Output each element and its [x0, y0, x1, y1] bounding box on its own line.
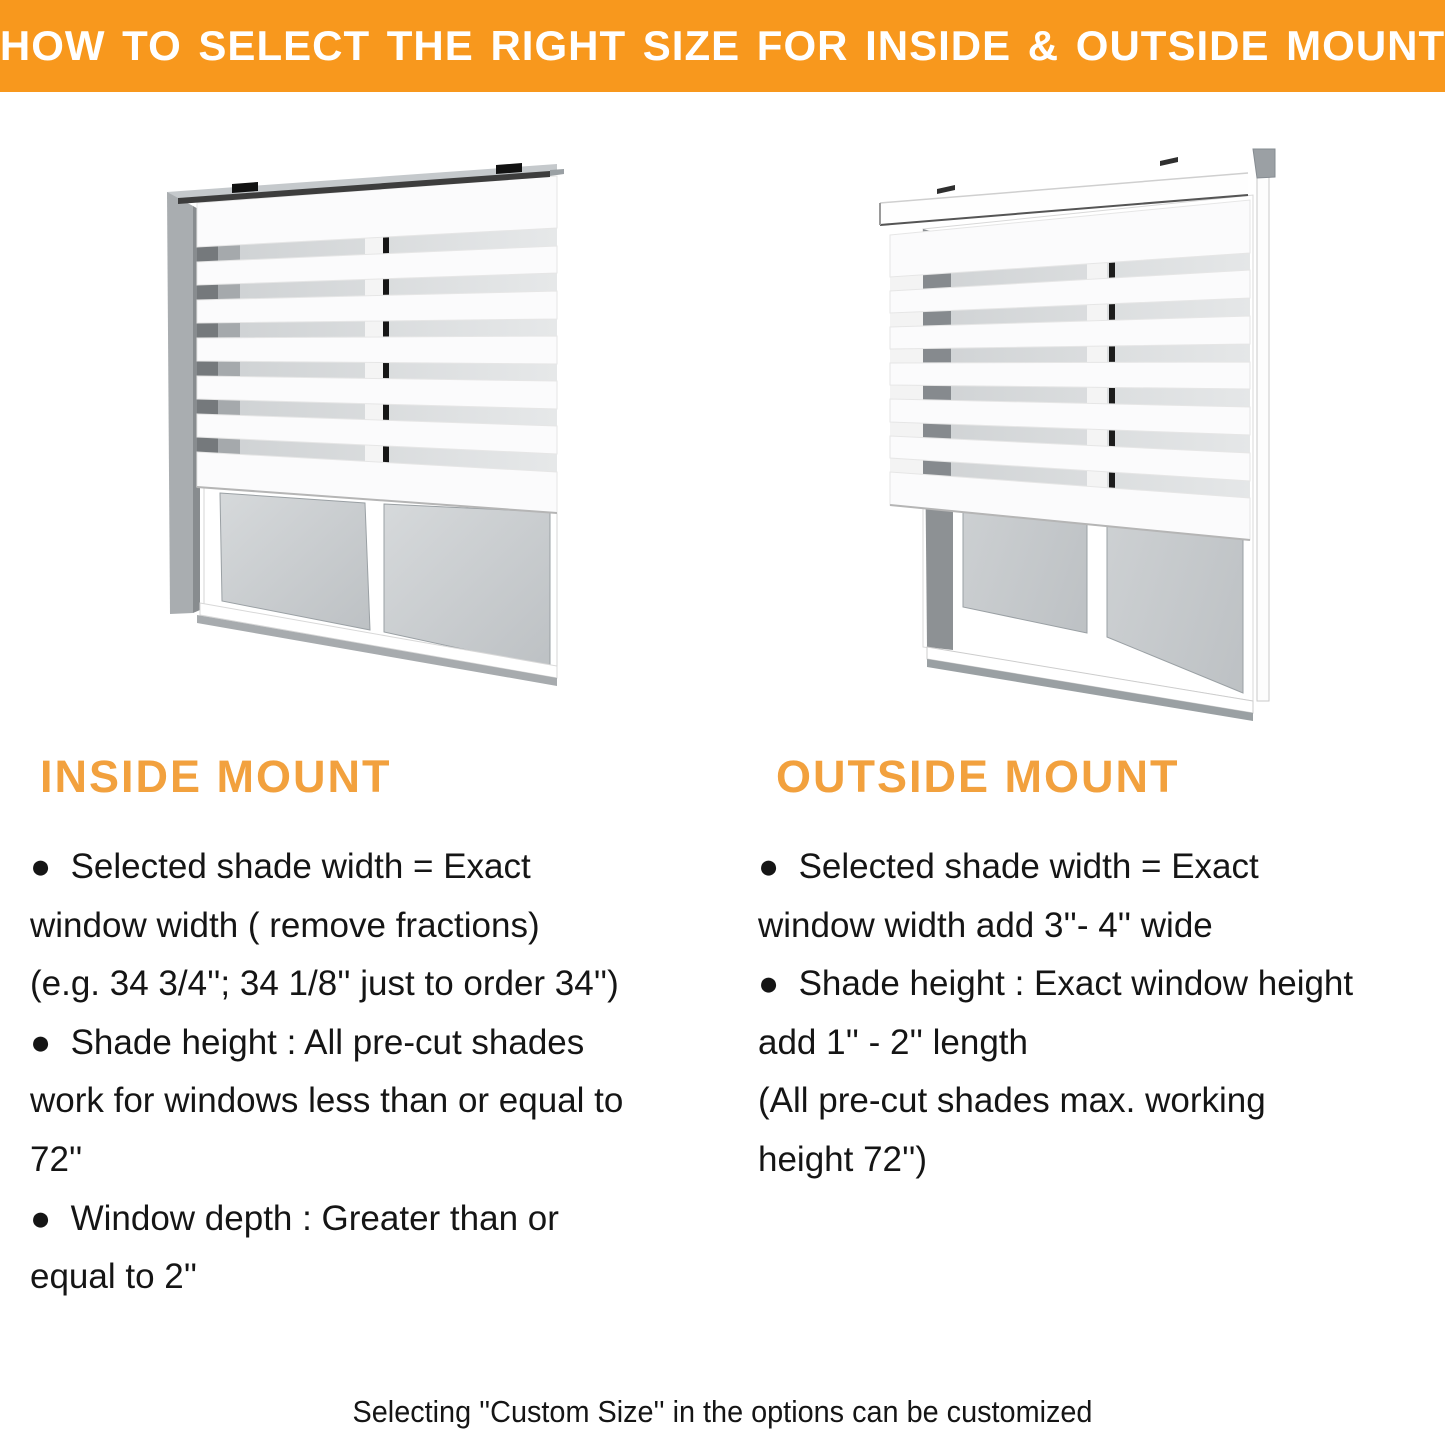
outside-zebra-shade: [890, 200, 1250, 540]
spec-line: work for windows less than or equal to: [30, 1081, 624, 1121]
spec-line: (e.g. 34 3/4''; 34 1/8'' just to order 34''): [30, 964, 619, 1004]
spec-line: 72'': [30, 1139, 83, 1179]
spec-line: window width ( remove fractions): [30, 905, 540, 945]
outside-mount-heading: OUTSIDE MOUNT: [776, 751, 1180, 802]
spec-line: ● Selected shade width = Exact: [758, 847, 1259, 886]
spec-line: window width add 3''- 4'' wide: [758, 905, 1213, 945]
spec-line: height 72''): [758, 1139, 928, 1179]
spec-line: (All pre-cut shades max. working: [758, 1081, 1266, 1121]
banner-title: HOW TO SELECT THE RIGHT SIZE FOR INSIDE & OUTSIDE MOUNT: [0, 22, 1445, 69]
footer-note: Selecting ''Custom Size'' in the options can be customized: [352, 1394, 1093, 1429]
spec-line: ● Shade height : All pre-cut shades: [30, 1022, 585, 1062]
outside-mount-illustration: [865, 145, 1310, 725]
inside-zebra-shade: [197, 176, 557, 513]
spec-line: ● Shade height : Exact window height: [758, 964, 1354, 1004]
spec-line: equal to 2'': [30, 1257, 198, 1297]
inside-mount-heading: INSIDE MOUNT: [40, 751, 392, 802]
spec-line: ● Selected shade width = Exact: [30, 847, 531, 886]
inside-window-glass: [197, 480, 557, 686]
outside-mount-specs: [758, 838, 1445, 1190]
inside-mount-specs: [30, 838, 750, 1307]
spec-line: add 1'' - 2'' length: [758, 1022, 1028, 1062]
spec-line: ● Window depth : Greater than or: [30, 1198, 559, 1238]
banner: [0, 0, 1445, 92]
inside-mount-illustration: [160, 148, 570, 688]
